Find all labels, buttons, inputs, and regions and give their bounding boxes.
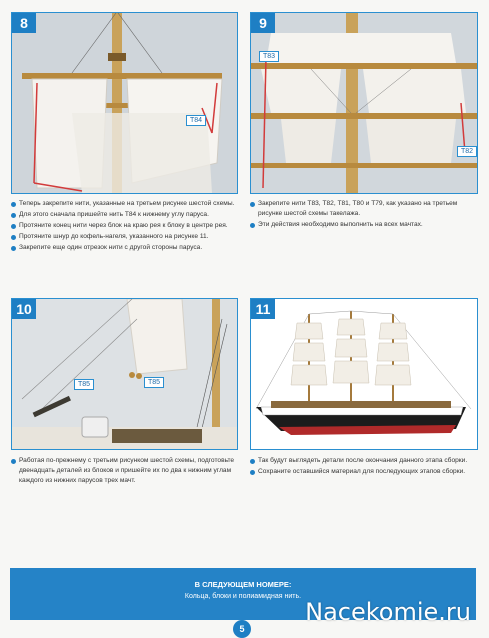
step-9-photo xyxy=(250,12,478,194)
bullet-icon xyxy=(11,235,16,240)
step-10-badge: 10 xyxy=(12,299,36,319)
step-9-illustration xyxy=(251,13,477,193)
bullet-icon xyxy=(250,470,255,475)
step-8-illustration xyxy=(12,13,237,193)
bullet-icon xyxy=(11,246,16,251)
step-10-photo xyxy=(11,298,238,450)
bullet-icon xyxy=(11,202,16,207)
step-9-instructions xyxy=(250,199,476,230)
instruction-item: Закрепите нити Т83, Т82, Т81, Т80 и Т79, как указано на третьем рисунке шестой схемы такелажа. xyxy=(250,199,476,219)
step-8-instructions xyxy=(11,199,237,253)
page-number: 5 xyxy=(233,620,251,638)
tag-t84: T84 xyxy=(186,115,206,126)
bullet-icon xyxy=(250,223,255,228)
tag-t82: T82 xyxy=(457,146,477,157)
step-10-illustration xyxy=(12,299,237,449)
next-issue-text: Кольца, блоки и полиамидная нить. xyxy=(184,593,302,600)
bullet-icon xyxy=(11,459,16,464)
next-issue-title: В СЛЕДУЮЩЕМ НОМЕРЕ: xyxy=(194,580,292,589)
instruction-item: Протяните конец нити через блок на краю рея к блоку в центре рея. xyxy=(11,221,237,231)
bullet-icon xyxy=(250,459,255,464)
instruction-item: Сохраните оставшийся материал для последующих этапов сборки. xyxy=(250,467,476,477)
tag-t85-right: T85 xyxy=(144,377,164,388)
instruction-item: Эти действия необходимо выполнить на всех мачтах. xyxy=(250,220,476,230)
bullet-icon xyxy=(11,224,16,229)
watermark: Nacekomie.ru xyxy=(305,598,471,626)
step-11-instructions xyxy=(250,456,476,477)
step-9-badge: 9 xyxy=(251,13,275,33)
instruction-item: Работая по-прежнему с третьим рисунком шестой схемы, подготовьте двенадцать деталей из блоков и пришейте их по два к нижним углам каждого из нижних парусов трех мачт. xyxy=(11,456,237,486)
bullet-icon xyxy=(250,202,255,207)
instruction-item: Закрепите еще один отрезок нити с другой стороны паруса. xyxy=(11,243,237,253)
step-11-ship-model xyxy=(251,299,477,449)
instruction-item: Для этого сначала пришейте нить Т84 к нижнему углу паруса. xyxy=(11,210,237,220)
tag-t83: T83 xyxy=(259,51,279,62)
instruction-item: Теперь закрепите нити, указанные на третьем рисунке шестой схемы. xyxy=(11,199,237,209)
step-11-badge: 11 xyxy=(251,299,275,319)
instruction-item: Протяните шнур до кофель-нагеля, указанного на рисунке 11. xyxy=(11,232,237,242)
instruction-item: Так будут выглядеть детали после окончания данного этапа сборки. xyxy=(250,456,476,466)
tag-t85-left: T85 xyxy=(74,379,94,390)
step-8-photo xyxy=(11,12,238,194)
step-11-photo xyxy=(250,298,478,450)
bullet-icon xyxy=(11,213,16,218)
step-10-instructions xyxy=(11,456,237,486)
step-8-badge: 8 xyxy=(12,13,36,33)
